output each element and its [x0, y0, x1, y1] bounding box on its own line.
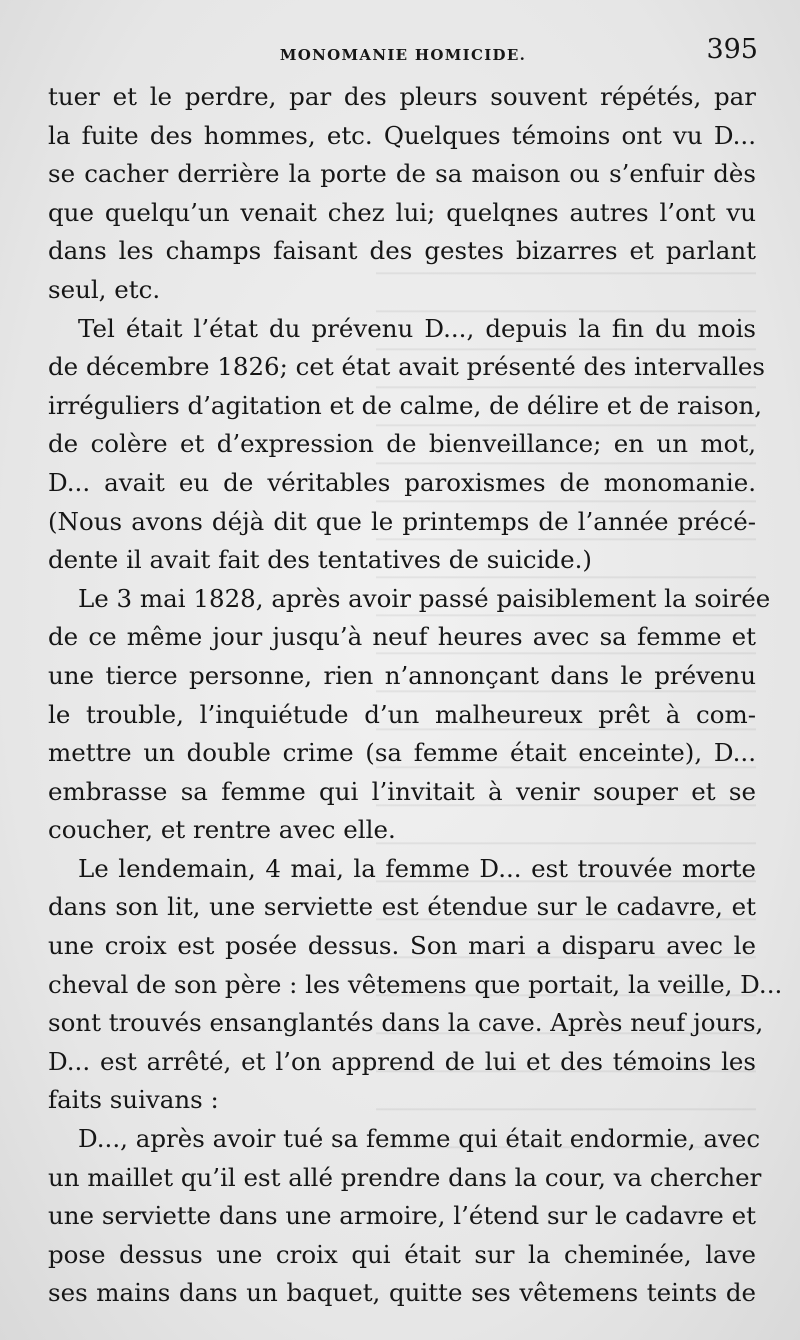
text-line: se cacher derrière la porte de sa maison ou s’enfuir dès [48, 159, 756, 189]
text-line: cheval de son père : les vêtemens que portait, la veille, D... [48, 969, 783, 999]
text-line: Le 3 mai 1828, après avoir passé paisiblement la soirée [78, 583, 771, 613]
page-header [48, 34, 758, 74]
text-line: un maillet qu’il est allé prendre dans la cour, va chercher [48, 1162, 762, 1192]
text-line: de ce même jour jusqu’à neuf heures avec sa femme et [48, 622, 756, 652]
running-head: MONOMANIE HOMICIDE. [279, 46, 527, 64]
text-line: dans les champs faisant des gestes bizarres et parlant [48, 236, 756, 266]
text-line: de décembre 1826; cet état avait présenté des intervalles [48, 352, 765, 382]
text-line: seul, etc. [48, 274, 161, 304]
text-line: D... est arrêté, et l’on apprend de lui et des témoins les [48, 1046, 756, 1076]
page-number: 395 [706, 34, 758, 65]
text-line: sont trouvés ensanglantés dans la cave. Après neuf jours, [48, 1008, 764, 1038]
text-line: mettre un double crime (sa femme était enceinte), D... [48, 738, 756, 768]
text-line: une serviette dans une armoire, l’étend sur le cadavre et [48, 1201, 756, 1231]
text-line: de colère et d’expression de bienveillance; en un mot, [48, 429, 756, 459]
text-line: une croix est posée dessus. Son mari a disparu avec le [48, 931, 756, 961]
text-line: embrasse sa femme qui l’invitait à venir souper et se [48, 776, 756, 806]
text-line: une tierce personne, rien n’annonçant dans le prévenu [48, 660, 756, 690]
text-line: tuer et le perdre, par des pleurs souvent répétés, par [48, 82, 756, 111]
text-line: dans son lit, une serviette est étendue sur le cadavre, et [48, 892, 756, 922]
body-text [48, 78, 783, 1313]
text-line: D..., après avoir tué sa femme qui était endormie, avec [78, 1124, 761, 1154]
text-line: faits suivans : [48, 1085, 219, 1115]
text-line: le trouble, l’inquiétude d’un malheureux prêt à com- [48, 699, 756, 729]
text-line: dente il avait fait des tentatives de suicide.) [48, 545, 592, 575]
text-line: Le lendemain, 4 mai, la femme D... est trouvée morte [78, 853, 756, 883]
text-line: pose dessus une croix qui était sur la cheminée, lave [48, 1239, 756, 1269]
text-line: ses mains dans un baquet, quitte ses vêtemens teints de [48, 1278, 756, 1308]
text-line: que quelqu’un venait chez lui; quelqnes autres l’ont vu [48, 197, 756, 227]
text-line: coucher, et rentre avec elle. [48, 815, 396, 845]
text-line: la fuite des hommes, etc. Quelques témoins ont vu D... [48, 120, 756, 150]
text-line: (Nous avons déjà dit que le printemps de l’année précé- [48, 506, 756, 536]
text-line: Tel était l’état du prévenu D..., depuis la fin du mois [78, 313, 756, 343]
text-line: D... avait eu de véritables paroxismes de monomanie. [48, 467, 756, 497]
text-line: irréguliers d’agitation et de calme, de délire et de raison, [48, 390, 763, 420]
